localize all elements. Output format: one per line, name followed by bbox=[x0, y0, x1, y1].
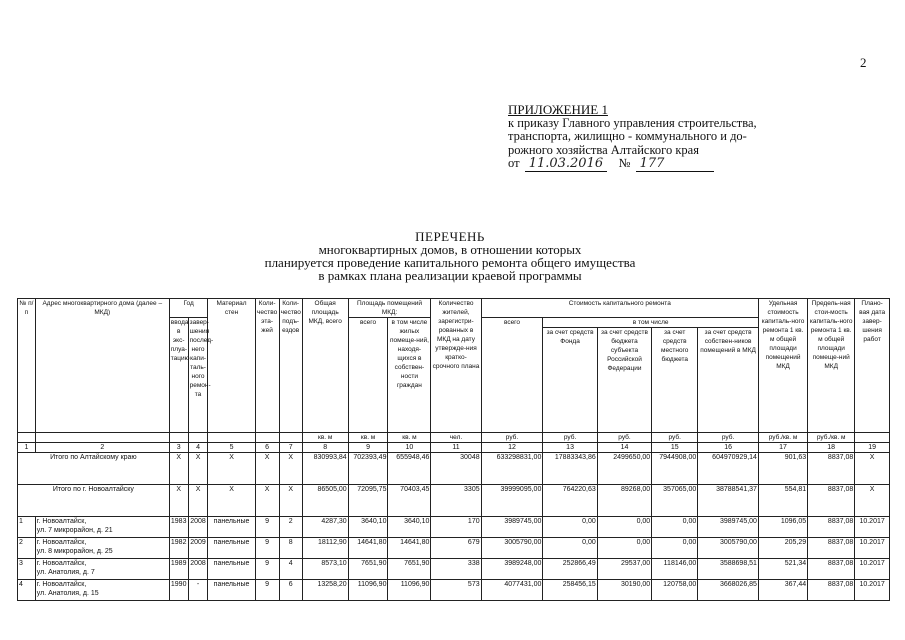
table-cell: 554,81 bbox=[758, 485, 807, 517]
table-cell: X bbox=[855, 485, 890, 517]
unit-cell: руб. bbox=[652, 433, 698, 443]
table-cell: 89268,00 bbox=[597, 485, 651, 517]
table-cell: 86505,00 bbox=[302, 485, 348, 517]
header-row-1 bbox=[18, 299, 890, 318]
table-cell: 3640,10 bbox=[388, 517, 431, 538]
table-cell: 29537,00 bbox=[597, 559, 651, 580]
col-header-cost-including: в том числе bbox=[543, 318, 759, 328]
table-cell: 8837,08 bbox=[808, 538, 855, 559]
col-header-premises-residential: в том числе жилых помеще-ний, находя-щихся в собствен-ности граждан bbox=[388, 318, 431, 433]
table-cell: панельные bbox=[208, 559, 255, 580]
document-heading bbox=[200, 230, 700, 282]
table-cell: 8837,08 bbox=[808, 453, 855, 485]
table-cell: панельные bbox=[208, 517, 255, 538]
table-cell: X bbox=[855, 453, 890, 485]
column-number-cell: 8 bbox=[302, 443, 348, 453]
column-number-cell: 15 bbox=[652, 443, 698, 453]
column-number-cell: 13 bbox=[543, 443, 597, 453]
table-cell: 2499650,00 bbox=[597, 453, 651, 485]
table-cell: 633298831,00 bbox=[481, 453, 543, 485]
col-header-cost-local: за счет средств местного бюджета bbox=[652, 328, 698, 433]
appendix-block bbox=[508, 103, 828, 172]
appendix-date-line bbox=[508, 157, 828, 172]
table-cell: 14641,80 bbox=[388, 538, 431, 559]
table-cell: 1983 bbox=[169, 517, 188, 538]
table-cell: 8 bbox=[279, 538, 302, 559]
table-cell: 2 bbox=[279, 517, 302, 538]
table-cell: 764220,63 bbox=[543, 485, 597, 517]
row-number: 4 bbox=[18, 580, 36, 601]
appendix-line-2: транспорта, жилищно - коммунального и до- bbox=[508, 129, 747, 143]
col-header-cost-owners: за счет средств собствен-ников помещений в МКД bbox=[698, 328, 759, 433]
table-cell: 2008 bbox=[188, 559, 208, 580]
table-cell: 118146,00 bbox=[652, 559, 698, 580]
table-cell: 3668026,85 bbox=[698, 580, 759, 601]
address-line: г. Новоалтайск, bbox=[36, 539, 87, 546]
table-cell: 10.2017 bbox=[855, 559, 890, 580]
col-header-premises-area: Площадь помещений МКД: bbox=[348, 299, 431, 318]
col-header-year-commission: ввода в экс-плуа-тацию bbox=[169, 318, 188, 433]
table-cell: 3005790,00 bbox=[481, 538, 543, 559]
table-cell: панельные bbox=[208, 538, 255, 559]
table-cell: 4077431,00 bbox=[481, 580, 543, 601]
column-number-cell: 19 bbox=[855, 443, 890, 453]
table-row bbox=[18, 559, 890, 580]
table-cell: 170 bbox=[431, 517, 481, 538]
heading-line-3: в рамках плана реализации краевой программы bbox=[318, 268, 582, 283]
unit-cell: руб./кв. м bbox=[808, 433, 855, 443]
table-cell: 8837,08 bbox=[808, 485, 855, 517]
row-address bbox=[35, 538, 169, 559]
table-cell: X bbox=[208, 453, 255, 485]
col-header-specific-cost: Удельная стоимость капиталь-ного ремонта 1 кв. м общей площади помещений МКД bbox=[758, 299, 807, 433]
buildings-table bbox=[17, 298, 890, 601]
table-cell: панельные bbox=[208, 580, 255, 601]
column-number-cell: 7 bbox=[279, 443, 302, 453]
table-cell: 17883343,86 bbox=[543, 453, 597, 485]
table-cell: 7651,90 bbox=[348, 559, 388, 580]
row-address bbox=[35, 580, 169, 601]
table-cell: 1982 bbox=[169, 538, 188, 559]
col-header-num: № п/п bbox=[18, 299, 36, 433]
unit-cell: кв. м bbox=[388, 433, 431, 443]
table-cell: 8837,08 bbox=[808, 517, 855, 538]
table-cell: X bbox=[255, 453, 279, 485]
total-label: Итого по Алтайскому краю bbox=[18, 453, 170, 485]
table-cell: 4287,30 bbox=[302, 517, 348, 538]
table-cell: 3989248,00 bbox=[481, 559, 543, 580]
column-number-cell: 11 bbox=[431, 443, 481, 453]
table-cell: 10.2017 bbox=[855, 517, 890, 538]
date-prefix: от bbox=[508, 156, 520, 170]
unit-cell: руб./кв. м bbox=[758, 433, 807, 443]
table-cell: 9 bbox=[255, 517, 279, 538]
table-cell: 38788541,37 bbox=[698, 485, 759, 517]
unit-cell: руб. bbox=[543, 433, 597, 443]
unit-cell bbox=[188, 433, 208, 443]
row-number: 1 bbox=[18, 517, 36, 538]
col-header-material: Материал стен bbox=[208, 299, 255, 433]
column-number-cell: 6 bbox=[255, 443, 279, 453]
column-numbers-row bbox=[18, 443, 890, 453]
table-cell: 3305 bbox=[431, 485, 481, 517]
table-cell: 11096,90 bbox=[388, 580, 431, 601]
table-cell: 679 bbox=[431, 538, 481, 559]
table-cell: 8837,08 bbox=[808, 580, 855, 601]
address-line: ул. Анатолия, д. 7 bbox=[36, 569, 95, 576]
unit-cell: кв. м bbox=[302, 433, 348, 443]
column-number-cell: 3 bbox=[169, 443, 188, 453]
table-cell: 338 bbox=[431, 559, 481, 580]
column-number-cell: 4 bbox=[188, 443, 208, 453]
table-cell: 357065,00 bbox=[652, 485, 698, 517]
table-cell: 7944908,00 bbox=[652, 453, 698, 485]
column-number-cell: 10 bbox=[388, 443, 431, 453]
column-number-cell: 16 bbox=[698, 443, 759, 453]
column-number-cell: 2 bbox=[35, 443, 169, 453]
order-date: 11.03.2016 bbox=[525, 157, 607, 172]
table-cell: 70403,45 bbox=[388, 485, 431, 517]
table-cell: X bbox=[169, 453, 188, 485]
table-cell: 0,00 bbox=[652, 538, 698, 559]
table-cell: 205,29 bbox=[758, 538, 807, 559]
unit-cell: руб. bbox=[597, 433, 651, 443]
table-cell: 367,44 bbox=[758, 580, 807, 601]
appendix-line-1: к приказу Главного управления строительства, bbox=[508, 115, 757, 130]
table-cell: 3640,10 bbox=[348, 517, 388, 538]
unit-cell bbox=[18, 433, 36, 443]
table-cell: 3005790,00 bbox=[698, 538, 759, 559]
table-cell: 521,34 bbox=[758, 559, 807, 580]
table-cell: X bbox=[169, 485, 188, 517]
table-cell: 8837,08 bbox=[808, 559, 855, 580]
table-cell: 604970929,14 bbox=[698, 453, 759, 485]
table-cell: 30190,00 bbox=[597, 580, 651, 601]
table-cell: 72095,75 bbox=[348, 485, 388, 517]
column-number-cell: 1 bbox=[18, 443, 36, 453]
table-cell: 655948,46 bbox=[388, 453, 431, 485]
table-cell: 120758,00 bbox=[652, 580, 698, 601]
appendix-line-3: рожного хозяйства Алтайского края bbox=[508, 142, 699, 157]
col-header-planned-date: Плано-вая дата завер-шения работ bbox=[855, 299, 890, 433]
table-cell: 1990 bbox=[169, 580, 188, 601]
col-header-cost-subject: за счет средств бюджета субъекта Российской Федерации bbox=[597, 328, 651, 433]
table-cell: X bbox=[279, 453, 302, 485]
table-cell: X bbox=[279, 485, 302, 517]
table-cell: 3588698,51 bbox=[698, 559, 759, 580]
table-cell: - bbox=[188, 580, 208, 601]
row-address bbox=[35, 517, 169, 538]
appendix-title: ПРИЛОЖЕНИЕ 1 bbox=[508, 102, 608, 117]
table-cell: 3989745,00 bbox=[481, 517, 543, 538]
table-cell: 14641,80 bbox=[348, 538, 388, 559]
table-row bbox=[18, 538, 890, 559]
table-cell: 8573,10 bbox=[302, 559, 348, 580]
col-header-cost-total: всего bbox=[481, 318, 543, 433]
unit-cell: руб. bbox=[698, 433, 759, 443]
table-cell: X bbox=[255, 485, 279, 517]
heading-title: ПЕРЕЧЕНЬ bbox=[415, 229, 485, 244]
table-cell: 0,00 bbox=[597, 538, 651, 559]
table-cell: 0,00 bbox=[543, 538, 597, 559]
address-line: г. Новоалтайск, bbox=[36, 518, 87, 525]
address-line: ул. 7 микрорайон, д. 21 bbox=[36, 527, 113, 534]
col-header-year: Год bbox=[169, 299, 208, 318]
table-cell: 6 bbox=[279, 580, 302, 601]
table-cell: X bbox=[188, 485, 208, 517]
table-cell: 3989745,00 bbox=[698, 517, 759, 538]
table-cell: 258456,15 bbox=[543, 580, 597, 601]
col-header-year-last-repair: завер-шения послед-него капи-таль-ного ремон-та bbox=[188, 318, 208, 433]
table-cell: 0,00 bbox=[652, 517, 698, 538]
table-cell: X bbox=[188, 453, 208, 485]
row-number: 3 bbox=[18, 559, 36, 580]
col-header-floors: Коли-чество эта-жей bbox=[255, 299, 279, 433]
unit-cell bbox=[855, 433, 890, 443]
table-cell: 7651,90 bbox=[388, 559, 431, 580]
table-row bbox=[18, 517, 890, 538]
heading-line-1: многоквартирных домов, в отношении которых bbox=[318, 242, 582, 257]
table-cell: 18112,90 bbox=[302, 538, 348, 559]
col-header-cost-fund: за счет средств Фонда bbox=[543, 328, 597, 433]
address-line: ул. Анатолия, д. 15 bbox=[36, 590, 99, 597]
heading-line-2: планируется проведение капитального ремонта общего имущества bbox=[264, 255, 636, 270]
table-cell: 702393,49 bbox=[348, 453, 388, 485]
unit-cell bbox=[35, 433, 169, 443]
col-header-cost: Стоимость капитального ремонта bbox=[481, 299, 758, 318]
column-number-cell: 18 bbox=[808, 443, 855, 453]
table-cell: 30048 bbox=[431, 453, 481, 485]
unit-cell: чел. bbox=[431, 433, 481, 443]
table-cell: 1989 bbox=[169, 559, 188, 580]
table-cell: 4 bbox=[279, 559, 302, 580]
unit-cell bbox=[255, 433, 279, 443]
column-number-cell: 17 bbox=[758, 443, 807, 453]
unit-cell bbox=[169, 433, 188, 443]
col-header-total-area: Общая площадь МКД, всего bbox=[302, 299, 348, 433]
row-address bbox=[35, 559, 169, 580]
table-row bbox=[18, 580, 890, 601]
unit-cell bbox=[279, 433, 302, 443]
unit-cell: руб. bbox=[481, 433, 543, 443]
order-number: 177 bbox=[636, 157, 714, 172]
table-cell: 0,00 bbox=[597, 517, 651, 538]
table-cell: 252866,49 bbox=[543, 559, 597, 580]
row-number: 2 bbox=[18, 538, 36, 559]
table-cell: 13258,20 bbox=[302, 580, 348, 601]
table-cell: 0,00 bbox=[543, 517, 597, 538]
page-number: 2 bbox=[860, 55, 867, 70]
col-header-address: Адрес многоквартирного дома (далее – МКД) bbox=[35, 299, 169, 433]
number-prefix: № bbox=[618, 156, 631, 170]
unit-cell bbox=[208, 433, 255, 443]
table-cell: 10.2017 bbox=[855, 580, 890, 601]
total-label: Итого по г. Новоалтайску bbox=[18, 485, 170, 517]
table-cell: 573 bbox=[431, 580, 481, 601]
column-number-cell: 12 bbox=[481, 443, 543, 453]
unit-cell: кв. м bbox=[348, 433, 388, 443]
col-header-max-cost: Предель-ная стои-мость капиталь-ного ремонта 1 кв. м общей площади помеще-ний МКД bbox=[808, 299, 855, 433]
total-row bbox=[18, 485, 890, 517]
table-cell: 2008 bbox=[188, 517, 208, 538]
total-row bbox=[18, 453, 890, 485]
table-cell: 9 bbox=[255, 559, 279, 580]
table-cell: 11096,90 bbox=[348, 580, 388, 601]
table-cell: 2009 bbox=[188, 538, 208, 559]
address-line: г. Новоалтайск, bbox=[36, 560, 87, 567]
table-cell: 9 bbox=[255, 580, 279, 601]
column-number-cell: 9 bbox=[348, 443, 388, 453]
units-row bbox=[18, 433, 890, 443]
table-cell: 901,63 bbox=[758, 453, 807, 485]
col-header-premises-total: всего bbox=[348, 318, 388, 433]
table-cell: 1096,05 bbox=[758, 517, 807, 538]
table-cell: X bbox=[208, 485, 255, 517]
table-cell: 39999095,00 bbox=[481, 485, 543, 517]
col-header-residents: Количество жителей, зарегистри-рованных в МКД на дату утвержде-ния кратко-срочного плана bbox=[431, 299, 481, 433]
col-header-entrances: Коли-чество подъ-ездов bbox=[279, 299, 302, 433]
address-line: г. Новоалтайск, bbox=[36, 581, 87, 588]
table-cell: 9 bbox=[255, 538, 279, 559]
table-cell: 830993,84 bbox=[302, 453, 348, 485]
column-number-cell: 5 bbox=[208, 443, 255, 453]
column-number-cell: 14 bbox=[597, 443, 651, 453]
table-cell: 10.2017 bbox=[855, 538, 890, 559]
address-line: ул. 8 микрорайон, д. 25 bbox=[36, 548, 113, 555]
